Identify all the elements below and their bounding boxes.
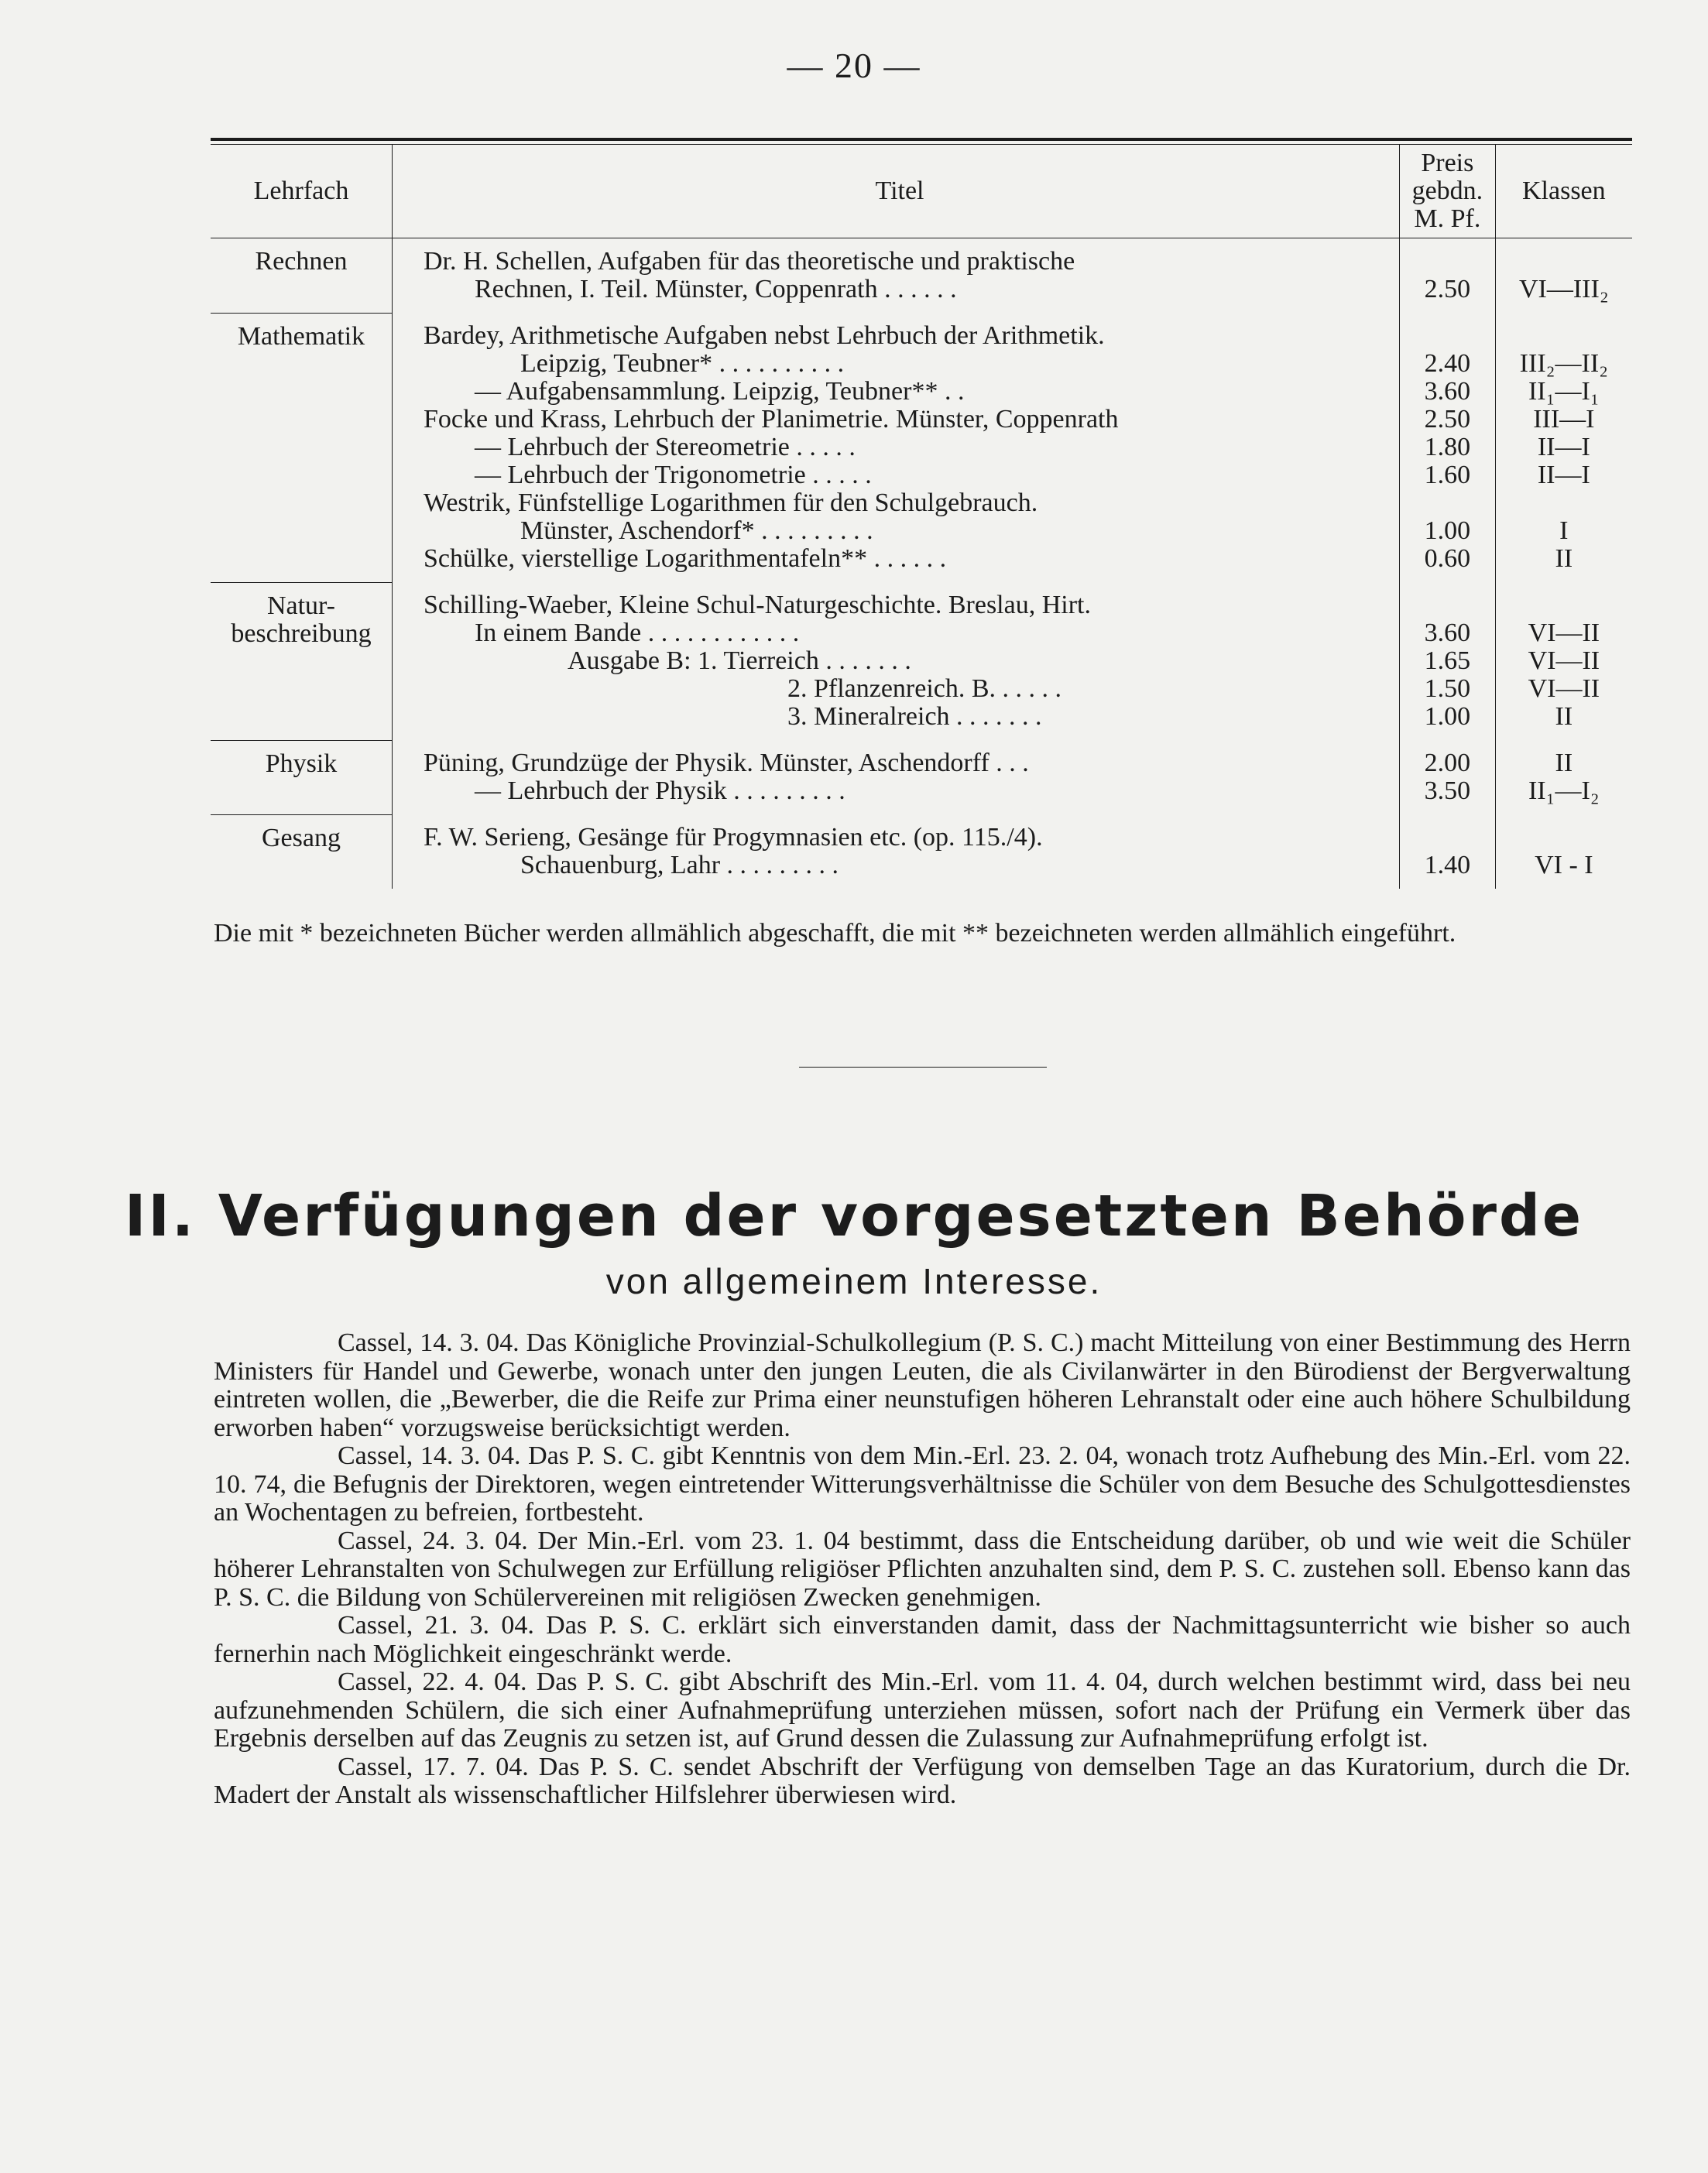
klassen-value: III—I: [1533, 405, 1595, 434]
titel-line: Dr. H. Schellen, Aufgaben für das theoretische und praktische: [423, 247, 1075, 276]
preis-value: 2.50: [1424, 275, 1471, 303]
cell-preis: [1400, 238, 1496, 314]
klassen-value: VI—II: [1528, 646, 1600, 675]
lehrfach-line: Mathematik: [237, 321, 365, 351]
titel-line: — Aufgabensammlung. Leipzig, Teubner** . .: [474, 377, 965, 406]
lehrfach-line: Gesang: [262, 823, 341, 852]
table-row: [211, 740, 1632, 814]
header-preis: [1400, 145, 1496, 238]
titel-line: — Lehrbuch der Stereometrie . . . . .: [474, 433, 856, 461]
preis-value: 3.60: [1424, 619, 1471, 647]
titel-line: Schauenburg, Lahr . . . . . . . . .: [520, 851, 839, 879]
klassen-value: III₂—II₂: [1519, 349, 1608, 378]
preis-value: 1.60: [1424, 461, 1471, 489]
cell-titel: [392, 238, 1399, 314]
preis-value: [1400, 322, 1495, 350]
cell-titel: [392, 740, 1399, 814]
decree-paragraph: Cassel, 22. 4. 04. Das P. S. C. gibt Abschrift des Min.-Erl. vom 11. 4. 04, durch welchen bestimmt wird, dass bei neu aufzunehmenden Schülern, die sich einer Aufnahmeprüfung unterziehen müssen, sofort nach der Prüfung ein Vermerk über das Ergebnis derselben auf das Zeugnis zu setzen ist, auf Grund dessen die Zulassung zur Aufnahmeprüfung erfolgt ist.: [214, 1667, 1631, 1753]
decree-paragraph: Cassel, 24. 3. 04. Der Min.-Erl. vom 23. 1. 04 bestimmt, dass die Entscheidung darüber, ob und wie weit die Schüler höherer Lehranstalten von Schulwegen zur Erfüllung religiöser Pflichten anzuhalten sind, dem P. S. C. zustehen soll. Ebenso kann das P. S. C. die Bildung von Schülervereinen mit religiösen Zwecken genehmigen.: [214, 1526, 1631, 1612]
footnote: Die mit * bezeichneten Bücher werden allmählich abgeschafft, die mit ** bezeichneten werden allmählich eingeführt.: [214, 919, 1456, 948]
klassen-value: II: [1555, 544, 1573, 573]
preis-value: 1.00: [1424, 516, 1471, 545]
titel-line: F. W. Serieng, Gesänge für Progymnasien etc. (op. 115./4).: [423, 823, 1043, 852]
cell-klassen: [1495, 313, 1632, 582]
titel-line: Schülke, vierstellige Logarithmentafeln** . . . . . .: [423, 544, 947, 573]
klassen-value: [1496, 591, 1632, 619]
header-titel: Titel: [392, 145, 1399, 238]
header-klassen: Klassen: [1495, 145, 1632, 238]
preis-value: 1.65: [1424, 646, 1471, 675]
preis-value: 0.60: [1424, 544, 1471, 573]
cell-preis: [1400, 313, 1496, 582]
header-preis-line: Preis: [1421, 149, 1474, 177]
table-header-row: [211, 145, 1632, 238]
header-preis-line: M. Pf.: [1414, 204, 1481, 233]
table-row: [211, 313, 1632, 582]
klassen-value: II—I: [1537, 461, 1590, 489]
header-preis-line: gebdn.: [1411, 177, 1483, 205]
titel-line: Westrik, Fünfstellige Logarithmen für den Schulgebrauch.: [423, 488, 1038, 517]
lehrfach-line: beschreibung: [231, 619, 372, 648]
preis-value: 2.40: [1424, 349, 1471, 378]
klassen-value: I: [1559, 516, 1569, 545]
klassen-value: II: [1555, 749, 1573, 777]
preis-value: 3.50: [1424, 776, 1471, 805]
klassen-value: II₁—I₁: [1528, 377, 1600, 406]
decrees: [214, 1329, 1631, 1810]
klassen-value: II₁—I₂: [1528, 776, 1600, 805]
cell-titel: [392, 313, 1399, 582]
section-subtitle: von allgemeinem Interesse.: [605, 1261, 1103, 1301]
klassen-value: [1496, 824, 1632, 852]
page-number: — 20 —: [787, 46, 921, 85]
cell-preis: [1400, 814, 1496, 889]
decree-paragraph: Cassel, 14. 3. 04. Das P. S. C. gibt Kenntnis von dem Min.-Erl. 23. 2. 04, wonach trotz Aufhebung des Min.-Erl. vom 22. 10. 74, die Befugnis der Direktoren, wegen eintretender Witterungsverhältnisse die Schüler von dem Besuche des Schulgottesdienstes an Wochentagen zu befreien, fortbesteht.: [214, 1441, 1631, 1527]
cell-lehrfach: [211, 582, 392, 740]
table-row: [211, 238, 1632, 314]
preis-value: [1400, 824, 1495, 852]
table-row: [211, 582, 1632, 740]
klassen-value: VI—II: [1528, 674, 1600, 703]
cell-preis: [1400, 740, 1496, 814]
preis-value: 1.00: [1424, 702, 1471, 731]
cell-klassen: [1495, 238, 1632, 314]
titel-line: — Lehrbuch der Trigonometrie . . . . .: [474, 461, 872, 489]
titel-line: — Lehrbuch der Physik . . . . . . . . .: [474, 776, 845, 805]
titel-line: In einem Bande . . . . . . . . . . . .: [474, 619, 800, 647]
cell-klassen: [1495, 582, 1632, 740]
klassen-value: II: [1555, 702, 1573, 731]
cell-titel: [392, 814, 1399, 889]
titel-line: Schilling-Waeber, Kleine Schul-Naturgeschichte. Breslau, Hirt.: [423, 591, 1091, 619]
lehrfach-line: Natur-: [266, 591, 336, 620]
preis-value: 2.50: [1424, 405, 1471, 434]
titel-line: Leipzig, Teubner* . . . . . . . . . .: [520, 349, 845, 378]
header-lehrfach: Lehrfach: [211, 145, 392, 238]
titel-line: 3. Mineralreich . . . . . . .: [787, 702, 1042, 731]
preis-value: [1400, 591, 1495, 619]
titel-line: Bardey, Arithmetische Aufgaben nebst Lehrbuch der Arithmetik.: [423, 321, 1105, 350]
table-top-rule: [211, 138, 1632, 141]
preis-value: 1.40: [1424, 851, 1471, 879]
lehrfach-line: Rechnen: [255, 247, 348, 276]
cell-lehrfach: [211, 814, 392, 889]
titel-line: Focke und Krass, Lehrbuch der Planimetrie. Münster, Coppenrath: [423, 405, 1119, 434]
cell-klassen: [1495, 814, 1632, 889]
klassen-value: [1496, 248, 1632, 276]
klassen-value: [1496, 489, 1632, 517]
cell-lehrfach: [211, 313, 392, 582]
cell-titel: [392, 582, 1399, 740]
cell-lehrfach: [211, 238, 392, 314]
preis-value: 3.60: [1424, 377, 1471, 406]
section-title: II. Verfügungen der vorgesetzten Behörde: [124, 1183, 1584, 1249]
klassen-value: II—I: [1537, 433, 1590, 461]
textbook-table-body: [211, 145, 1632, 889]
klassen-value: VI—II: [1528, 619, 1600, 647]
titel-line: Münster, Aschendorf* . . . . . . . . .: [520, 516, 873, 545]
titel-line: Püning, Grundzüge der Physik. Münster, Aschendorff . . .: [423, 749, 1029, 777]
cell-klassen: [1495, 740, 1632, 814]
decree-paragraph: Cassel, 17. 7. 04. Das P. S. C. sendet Abschrift der Verfügung von demselben Tage an das Kuratorium, durch die Dr. Madert der Anstalt als wissenschaftlicher Hilfslehrer überwiesen wird.: [214, 1752, 1631, 1809]
preis-value: 1.50: [1424, 674, 1471, 703]
preis-value: 1.80: [1424, 433, 1471, 461]
preis-value: 2.00: [1424, 749, 1471, 777]
titel-line: 2. Pflanzenreich. B. . . . . .: [787, 674, 1062, 703]
table-row: [211, 814, 1632, 889]
lehrfach-line: Physik: [265, 749, 338, 778]
preis-value: [1400, 248, 1495, 276]
titel-line: Ausgabe B: 1. Tierreich . . . . . . .: [567, 646, 911, 675]
klassen-value: VI—III₂: [1518, 275, 1609, 303]
textbook-table: [211, 138, 1632, 889]
preis-value: [1400, 489, 1495, 517]
cell-preis: [1400, 582, 1496, 740]
cell-lehrfach: [211, 740, 392, 814]
decree-paragraph: Cassel, 21. 3. 04. Das P. S. C. erklärt sich einverstanden damit, dass der Nachmittagsunterricht wie bisher so auch fernerhin nach Möglichkeit eingeschränkt werde.: [214, 1611, 1631, 1668]
titel-line: Rechnen, I. Teil. Münster, Coppenrath . . . . . .: [474, 275, 957, 303]
section-divider: [799, 1067, 1047, 1068]
klassen-value: [1496, 322, 1632, 350]
klassen-value: VI - I: [1535, 851, 1593, 879]
decree-paragraph: Cassel, 14. 3. 04. Das Königliche Provinzial-Schulkollegium (P. S. C.) macht Mitteilung von einer Bestimmung des Herrn Ministers für Handel und Gewerbe, wonach unter den jungen Leuten, die als Civilanwärter in den Bürodienst der Bergverwaltung eintreten wollen, die „Bewerber, die die Reife zur Prima einer neunstufigen höheren Lehranstalt oder eine auch höhere Schulbildung erworben haben“ vorzugsweise berücksichtigt werden.: [214, 1328, 1631, 1442]
